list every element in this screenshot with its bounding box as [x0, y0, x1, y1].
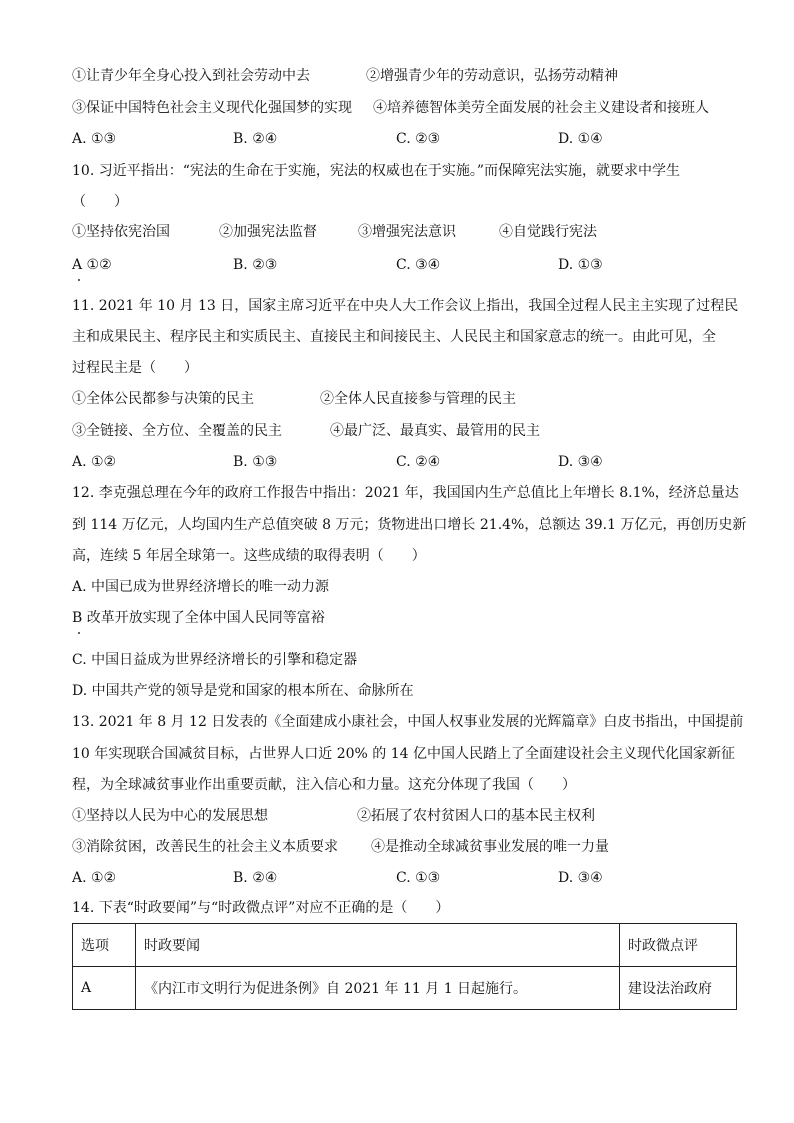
q10-statement-1: ①坚持依宪治国	[72, 224, 170, 240]
q12-stem-line-2: 到 114 万亿元，人均国内生产总值突破 8 万元；货物进出口增长 21.4%，总额达 39.1 万亿元，再创历史新	[72, 517, 747, 533]
q11-statement-3: ③全链接、全方位、全覆盖的民主	[72, 423, 282, 439]
table-row	[73, 967, 737, 1010]
q10-stem-line-2: （ ）	[72, 194, 128, 210]
q13-choice-a: A. ①②	[72, 870, 117, 886]
q11-statement-2: ②全体人民直接参与管理的民主	[320, 391, 516, 407]
q11-stem-line-3: 过程民主是（ ）	[72, 360, 198, 376]
table-cell: 《内江市文明行为促进条例》自 2021 年 11 月 1 日起施行。	[136, 967, 620, 1010]
q12-choice-b: B 改革开放实现了全体中国人民同等富裕	[72, 610, 325, 626]
q12-stem-line-1: 12. 李克强总理在今年的政府工作报告中指出：2021 年，我国国内生产总值比上年增长 8.1%，经济总量达	[72, 485, 739, 501]
q10-statement-3: ③增强宪法意识	[358, 224, 456, 240]
q9-choice-a: A. ①③	[72, 131, 117, 147]
q10-choice-b: B. ②③	[233, 257, 278, 273]
q11-choice-a: A. ①②	[72, 454, 117, 470]
scan-dot	[78, 279, 80, 281]
q9-choice-c: C. ②③	[396, 131, 441, 147]
q10-stem-line-1: 10. 习近平指出：“宪法的生命在于实施，宪法的权威也在于实施。”而保障宪法实施，就要求中学生	[72, 163, 681, 179]
q12-choice-d: D. 中国共产党的领导是党和国家的根本所在、命脉所在	[72, 683, 414, 699]
q13-stem-line-3: 程，为全球减贫事业作出重要贡献，注入信心和力量。这充分体现了我国（ ）	[72, 777, 576, 793]
q13-statement-3: ③消除贫困，改善民生的社会主义本质要求	[72, 839, 338, 855]
q10-choice-a: A ①②	[72, 257, 112, 273]
q12-choice-a: A. 中国已成为世界经济增长的唯一动力源	[72, 579, 330, 595]
q9-statement-1: ①让青少年全身心投入到社会劳动中去	[72, 68, 310, 84]
q11-choice-d: D. ③④	[558, 454, 603, 470]
table-cell: A	[73, 967, 136, 1010]
table-header-cell: 时政微点评	[620, 924, 737, 967]
q12-choice-c: C. 中国日益成为世界经济增长的引擎和稳定器	[72, 652, 358, 668]
q13-stem-line-1: 13. 2021 年 8 月 12 日发表的《全面建成小康社会，中国人权事业发展的光辉篇章》白皮书指出，中国提前	[72, 714, 744, 730]
q10-statement-2: ②加强宪法监督	[219, 224, 317, 240]
q9-statement-4: ④培养德智体美劳全面发展的社会主义建设者和接班人	[373, 100, 709, 116]
q13-choice-d: D. ③④	[558, 870, 603, 886]
q10-choice-d: D. ①③	[558, 257, 603, 273]
q11-stem-line-1: 11. 2021 年 10 月 13 日，国家主席习近平在中央人大工作会议上指出，我国全过程人民主主实现了过程民	[72, 298, 739, 314]
q11-statement-4: ④最广泛、最真实、最管用的民主	[330, 423, 540, 439]
q9-statement-3: ③保证中国特色社会主义现代化强国梦的实现	[72, 100, 352, 116]
q13-choice-b: B. ②④	[233, 870, 278, 886]
q11-choice-b: B. ①③	[233, 454, 278, 470]
q11-statement-1-visible: ①全体公民都参与决策的民主	[72, 391, 254, 407]
table-cell: 建设法治政府	[620, 967, 737, 1010]
scan-dot-2	[78, 632, 80, 634]
q13-stem-line-2: 10 年实现联合国减贫目标，占世界人口近 20% 的 14 亿中国人民踏上了全面建设社会主义现代化国家新征	[72, 746, 735, 762]
q14-stem: 14. 下表“时政要闻”与“时政微点评”对应不正确的是（ ）	[72, 900, 450, 916]
table-header-row	[73, 924, 737, 967]
q9-choice-d: D. ①④	[558, 131, 603, 147]
q9-statement-2: ②增强青少年的劳动意识，弘扬劳动精神	[366, 68, 618, 84]
q13-statement-2: ②拓展了农村贫困人口的基本民主权利	[357, 808, 595, 824]
q11-choice-c: C. ②④	[396, 454, 441, 470]
q13-choice-c: C. ①③	[396, 870, 441, 886]
q11-stem-line-2: 主和成果民主、程序民主和实质民主、直接民主和间接民主、人民民主和国家意志的统一。由此可见，全	[72, 329, 716, 345]
table-header-cell: 时政要闻	[136, 924, 620, 967]
q14-table	[72, 923, 737, 1010]
q10-statement-4: ④自觉践行宪法	[499, 224, 597, 240]
q10-choice-c: C. ③④	[396, 257, 441, 273]
table-header-cell: 选项	[73, 924, 136, 967]
q13-statement-1: ①坚持以人民为中心的发展思想	[72, 808, 268, 824]
q9-choice-b: B. ②④	[233, 131, 278, 147]
q12-stem-line-3: 高，连续 5 年居全球第一。这些成绩的取得表明（ ）	[72, 548, 426, 564]
q13-statement-4: ④是推动全球减贫事业发展的唯一力量	[371, 839, 609, 855]
